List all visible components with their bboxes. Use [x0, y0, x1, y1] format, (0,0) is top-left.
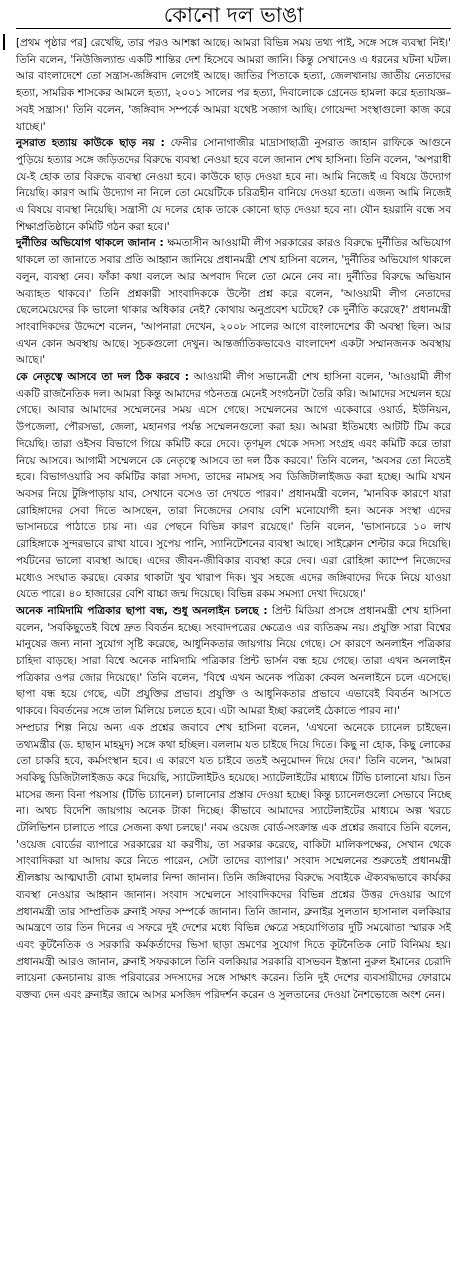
article-paragraph [16, 369, 451, 603]
paragraph-text: আওয়ামী লীগ সভানেত্রী শেখ হাসিনা বলেন, 'আওয়ামী লীগ একটি রাজনৈতিক দল। আমরা কিন্তু আমাদের গঠনতন্ত্র মেনেই সংগঠনটা তৈরি করি। আমাদের সম্মেলন হয়ে গেছে। আবার আমাদের সম্মেলনের সময় এসে গেছে। সম্মেলনের আগে একেবারে ওয়ার্ড, ইউনিয়ন, উপজেলা, পৌরসভা, জেলা, মহানগর পর্যন্ত সম্মেলনগুলো করা হয়। আমরা ইতিমধ্যে আটটি টিম করে দিয়েছি। তারা ওইসব বিভাগে গিয়ে কমিটি করে দেবে। তৃণমূল থেকে সদস্য সংগ্রহ এবং কমিটি করে তারা নিয়ে আসবে। আগামী সম্মেলনে কে নেতৃত্বে আসবে তা দল ঠিক করবে।' তিনি বলেন, 'অবসর তো নিতেই হবে। বিভাগওয়ারি সব কমিটির কারা সদস্য, তাদের নামসহ সব ডিজিটালাইজড করা হচ্ছে। আমি যখন অবসর নিয়ে টুঙ্গিপাড়ায় যাব, সেখানে বসেও তা দেখতে পারব।' প্রধানমন্ত্রী বলেন, 'মানবিক কারণে যারা রোহিঙ্গাদের সেবা দিতে আসছেন, তারা নিজেদের সেবায় বেশি মনোযোগী হন। অনেক সংস্থা এদের ভাসানচরে পাঠাতে চায় না। এর পেছনে বিভিন্ন কারণ রয়েছে।' তিনি বলেন, 'ভাসানচরে ১০ লাখ রোহিঙ্গাকে সুন্দরভাবে রাখা যাবে। সুপেয় পানি, স্যানিটেশনের ব্যবস্থা আছে। সাইক্লোন শেল্টার করে দিয়েছি। পর্যটনের ভালো ব্যবস্থা আছে। এদের জীবন-জীবিকার ব্যবস্থা করে দেব। এরা রোহিঙ্গা ক্যাম্পে নিজেদের মধ্যেও সংঘাত করছে। বেকার থাকাটা খুব খারাপ দিক। খুব সহজে এদের জঙ্গিবাদের দিকে নিয়ে যাওয়া যেতে পারে। ৪০ হাজারের বেশি বাচ্চা জন্ম দিয়েছে। বিভিন্ন রকম সমস্যা দেখা দিয়েছে।' [16, 371, 451, 601]
paragraph-lead: দুর্নীতির অভিযোগ থাকলে জানান : [16, 237, 164, 250]
paragraph-lead: কে নেতৃত্বে আসবে তা দল ঠিক করবে : [16, 371, 189, 384]
article-headline: কোনো দল ভাঙা [16, 2, 451, 29]
article-paragraph [16, 235, 451, 369]
article-paragraph [16, 135, 451, 235]
article-paragraph [16, 35, 451, 135]
paragraph-lead: অনেক নামিদামি পত্রিকার ছাপা বন্ধ, শুধু অনলাইন চলছে : [16, 604, 268, 617]
column-edge-rule [3, 34, 5, 50]
article-paragraph [16, 603, 451, 720]
paragraph-text: [প্রথম পৃষ্ঠার পর] রেখেছি, তার পরও আশঙ্কা আছে। আমরা বিভিন্ন সময় তথ্য পাই, সঙ্গে সঙ্গে ব্যবস্থা নিই।' তিনি বলেন, 'নিউজিল্যান্ড একটি শান্তির দেশ হিসেবে আমরা জানি। কিন্তু সেখানেও এ ধরনের ঘটনা ঘটল। আর বাংলাদেশে তো সন্ত্রাস-জঙ্গিবাদ লেগেই আছে। জাতির পিতাকে হত্যা, জেলখানায় জাতীয় নেতাদের হত্যা, সামরিক শাসকের আমলে হত্যা, ২০০১ সালের পর হত্যা, দিবালোকে গ্রেনেড হামলা করে হত্যাযজ্ঞ– সবই সন্ত্রাস।' তিনি বলেন, 'জঙ্গিবাদ সম্পর্কে আমরা যথেষ্ট সজাগ আছি। গোয়েন্দা সংস্থাগুলো কাজ করে যাচ্ছে।' [16, 37, 451, 133]
paragraph-text: প্রিন্ট মিডিয়া প্রসঙ্গে প্রধানমন্ত্রী শেখ হাসিনা বলেন, 'সবকিছুতেই বিশ্বে দ্রুত বিবর্তন হচ্ছে। সংবাদপত্রের ক্ষেত্রেও এর ব্যতিক্রম নয়। প্রযুক্তি সারা বিশ্বের মানুষের জন্য নানা সুযোগ সৃষ্টি করেছে, আধুনিকতার জায়গায় নিয়ে গেছে। সে কারণে অনলাইন পত্রিকার চাহিদা বাড়ছে। সারা বিশ্বে অনেক নামিদামি পত্রিকার প্রিন্ট ভার্সন বন্ধ হয়ে গেছে। তারা এখন অনলাইন পত্রিকার ওপর জোর দিয়েছে।' তিনি বলেন, 'বিশ্বে এখন অনেক পত্রিকা কেবল অনলাইনে চলে এসেছে। ছাপা বন্ধ হয়ে গেছে, এটা প্রযুক্তির প্রভাব। প্রযুক্তি ও আধুনিকতার প্রভাবে এভাবেই বিবর্তন আসতে থাকবে। বিবর্তনের সঙ্গে তাল মিলিয়ে চলতে হবে। এটা আমরা ইচ্ছা করলেই ঠেকাতে পারব না।' [16, 604, 451, 718]
paragraph-text: ক্ষমতাসীন আওয়ামী লীগ সরকারের কারও বিরুদ্ধে দুর্নীতির অভিযোগ থাকলে তা জানাতে সবার প্রতি আহ্বান জানিয়ে প্রধানমন্ত্রী শেখ হাসিনা বলেন, 'দুর্নীতির অভিযোগ থাকলে বলুন, ব্যবস্থা নেব। ফাঁকা কথা বললে আর অপবাদ দিলে তো মেনে নেব না। দুর্নীতির বিরুদ্ধে অভিযান অব্যাহত থাকবে।' তিনি প্রশ্নকারী সাংবাদিককে উল্টো প্রশ্ন করে বলেন, 'আওয়ামী লীগ নেতাদের ছেলেমেয়েদের কি ভালো থাকার অধিকার নেই? কোথায় অনুপ্রবেশ ঘটেছে? কে দুর্নীতি করেছে?' প্রধানমন্ত্রী সাংবাদিকদের উদ্দেশে বলেন, 'আপনারা দেখেন, ২০০৮ সালের আগে বাংলাদেশের কী অবস্থা ছিল। আর এখন কোন অবস্থায় আছে। সূচকগুলো দেখুন। আন্তর্জাতিকভাবেও বাংলাদেশ একটা সম্মানজনক অবস্থায় আছে।' [16, 237, 451, 367]
paragraph-lead: নুসরাত হত্যায় কাউকে ছাড় নয় : [16, 137, 165, 150]
paragraph-text: সম্প্রচার শিল্প নিয়ে অন্য এক প্রশ্নের জবাবে শেখ হাসিনা বলেন, 'এখনো অনেকে চ্যানেল চাইছেন। তথ্যমন্ত্রীর (ড. হাছান মাহমুদ) সঙ্গে কথা হচ্ছিল। বললাম যত চাইছে দিয়ে দিতে। কিছু না হোক, কিছু লোকের তো চাকরি হবে, কর্মসংস্থান হবে। এ কারণে যত চাইবে ততই অনুমোদন দিয়ে দেব।' তিনি বলেন, 'আমরা সবকিছু ডিজিটালাইজড করে দিয়েছি, স্যাটেলাইটও হয়েছে। স্যাটেলাইটের মাধ্যমে টিভি চালানো যায়। তিন মাসের জন্য বিনা পয়সায় (টিভি চ্যানেল) চালানোর প্রস্তাব দেওয়া হচ্ছে। কিন্তু চ্যানেলগুলো সেভাবে নিচ্ছে না। অথচ বিদেশি জায়গায় অনেক টাকা দিচ্ছে। কীভাবে আমাদের স্যাটেলাইটের মাধ্যমে অল্প খরচে টেলিভিশন চালাতে পারে সেজন্য কথা চলছে।' নবম ওয়েজ বোর্ড-সংক্রান্ত এক প্রশ্নের জবাবে তিনি বলেন, 'ওয়েজ বোর্ডের ব্যাপারে সরকারের যা করণীয়, তা সরকার করেছে, বাকিটা মালিকপক্ষের, সেখান থেকে সাংবাদিকরা যা আদায় করে নিতে পারেন, সেটা তাদের ব্যাপার।' সংবাদ সম্মেলনের শুরুতেই প্রধানমন্ত্রী শ্রীলঙ্কায় আত্মঘাতী বোমা হামলার নিন্দা জানান। তিনি জঙ্গিবাদের বিরুদ্ধে সবাইকে ঐক্যবদ্ধভাবে কার্যকর ব্যবস্থা নেওয়ার আহ্বান জানান। সংবাদ সম্মেলনে সাংবাদিকদের বিভিন্ন প্রশ্নের উত্তর দেওয়ার আগে প্রধানমন্ত্রী তার সাম্প্রতিক ব্রুনাই সফর সম্পর্কে জানান। তিনি জানান, ব্রুনাইর সুলতান হাসানাল বলকিয়ার আমন্ত্রণে তার তিন দিনের এ সফরে দুই দেশের মধ্যে বিভিন্ন ক্ষেত্রে সহযোগিতার দুটি সমঝোতা স্মারক সই এবং কূটনৈতিক ও সরকারি কর্মকর্তাদের ভিসা ছাড়া ভ্রমণের সুযোগ দিতে কূটনৈতিক নোট বিনিময় হয়। প্রধানমন্ত্রী আরও জানান, ব্রুনাই সফরকালে তিনি বলকিয়ার সরকারি বাসভবন ইস্তানা নুরুল ইমানের চেরাদি লায়েনা কেনচানায় রাজ পরিবারের সদস্যদের সঙ্গে সাক্ষাৎ করেন। তিনি দুই দেশের ব্যবসায়ীদের ফোরামে বক্তব্য দেন এবং ব্রুনাইর জামে আসর মসজিদ পরিদর্শন করেন ও সুলতানের দেওয়া নৈশভোজে অংশ নেন। [16, 721, 451, 1002]
article-paragraph [16, 720, 451, 1004]
paragraph-text: ফেনীর সোনাগাজীর মাদ্রাসাছাত্রী নুসরাত জাহান রাফিকে আগুনে পুড়িয়ে হত্যার সঙ্গে জড়িতদের বিরুদ্ধে ব্যবস্থা নেওয়া হবে বলে জানান শেখ হাসিনা। তিনি বলেন, 'অপরাধী যে-ই হোক তার বিরুদ্ধে ব্যবস্থা নেওয়া হবে। কাউকে ছাড় দেওয়া হবে না। আমি নিজেই এ বিষয়ে উদ্যোগ নিয়েছি। কারণ আমি উদ্যোগ না নিলে তো মেয়েটিকে চরিত্রহীন বানিয়ে দেওয়া হতো। এজন্য আমি নিজেই এ বিষয়ে ব্যবস্থা নিয়েছি। সন্ত্রাসী যে দলের হোক তাকে কোনো ছাড় দেওয়া হবে না। যৌন হয়রানি বন্ধে সব শিক্ষাপ্রতিষ্ঠানে কমিটি গঠন করা হবে।' [16, 137, 452, 233]
article-body [16, 35, 451, 1004]
